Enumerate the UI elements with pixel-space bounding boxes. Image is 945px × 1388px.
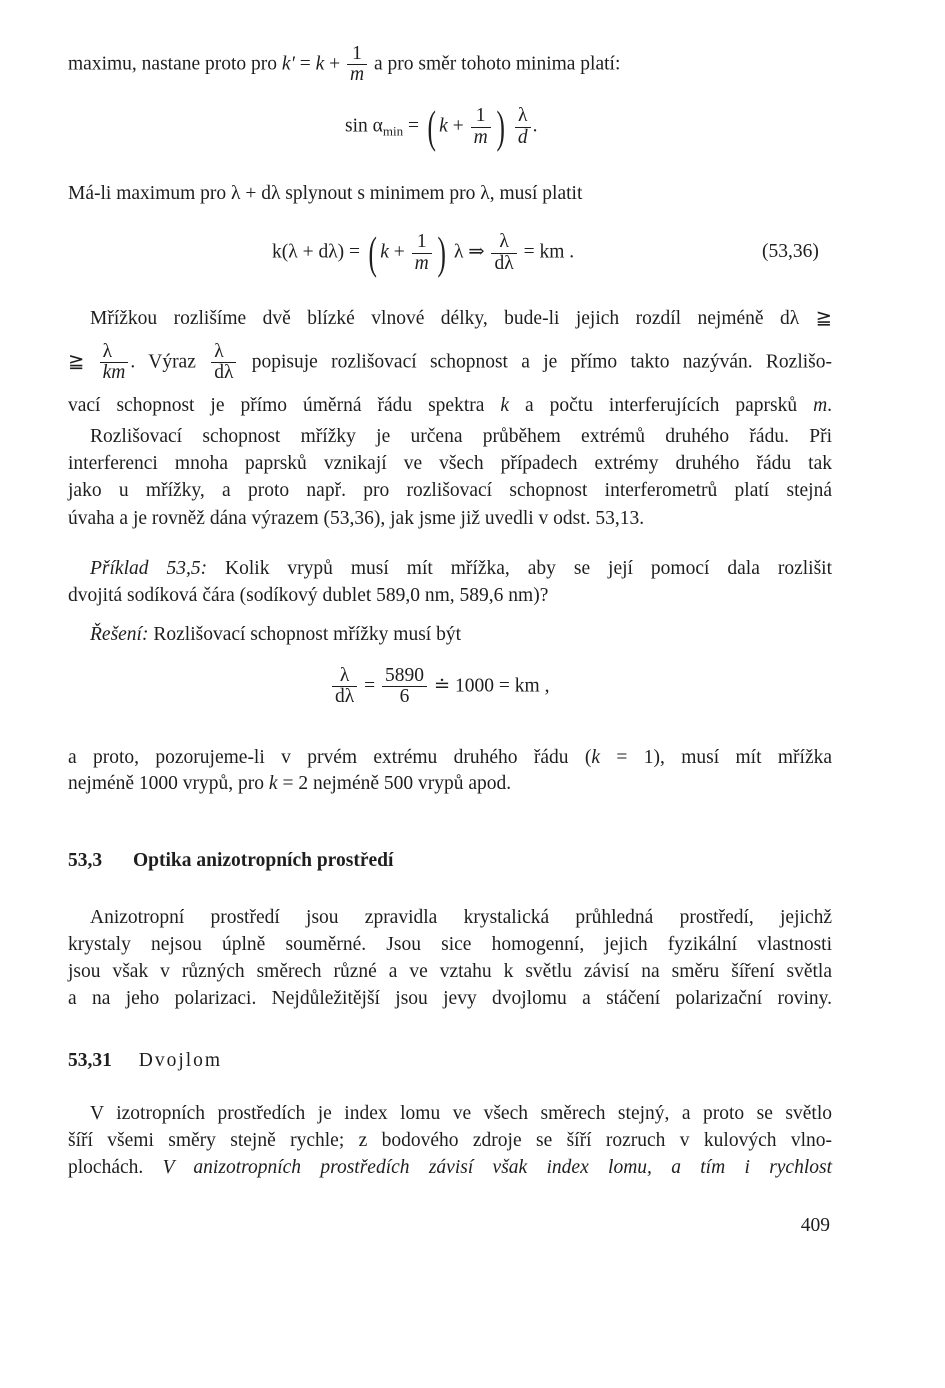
equation-53-36: k(λ + dλ) = ( k + $\frac{1}{m}$ ) λ ⇒ $\frac{\lambda}{d\lambda}$ = km . bbox=[272, 227, 575, 278]
text-line: ≧ $\frac{\lambda}{km}$ . Výraz $\frac{\lambda}{d\lambda}$ popisuje rozlišovací schopnost a je přímo takto nazýván. Rozlišo- bbox=[68, 341, 833, 384]
text-line: vací schopnost je přímo úměrná řádu spektra k a počtu interferujících paprsků m. bbox=[68, 395, 833, 416]
text-line: Mřížkou rozlišíme dvě blízké vlnové délky, bude-li jejich rozdíl nejméně dλ ≧ bbox=[90, 308, 832, 329]
text-line: Má-li maximum pro λ + dλ splynout s minimem pro λ, musí platit bbox=[68, 183, 583, 204]
example-line: dvojitá sodíková čára (sodíkový dublet 589,0 nm, 589,6 nm)? bbox=[68, 585, 549, 606]
text-line: V izotropních prostředích je index lomu ve všech směrech stejný, a proto se světlo bbox=[90, 1103, 832, 1124]
text-line: interferenci mnoha paprsků vznikají ve všech případech extrémy druhého řádu tak bbox=[68, 453, 832, 474]
section-heading: 53,3 Optika anizotropních prostředí bbox=[68, 850, 394, 871]
subsection-heading: 53,31 Dvojlom bbox=[68, 1050, 223, 1071]
text-line: krystaly nejsou úplně souměrné. Jsou sice homogenní, jejich fyzikální vlastnosti bbox=[68, 934, 832, 955]
equation-resolving-power: $\frac{\lambda}{d\lambda}$ = $\frac{5890}{6}$ ≐ 1000 = km , bbox=[330, 666, 549, 708]
equation-number: (53,36) bbox=[762, 241, 819, 262]
text-line: a na jeho polarizaci. Nejdůležitější jsou jevy dvojlomu a stáčení polarizační roviny. bbox=[68, 988, 832, 1009]
text-line: maximu, nastane proto pro k′ = k + $\frac{1}{m}$ a pro směr tohoto minima platí: bbox=[68, 43, 621, 86]
text-line: plochách. V anizotropních prostředích závisí však index lomu, a tím i rychlost bbox=[68, 1157, 833, 1178]
text-line: úvaha a je rovněž dána výrazem (53,36), jak jsme již uvedli v odst. 53,13. bbox=[68, 508, 645, 529]
equation-sin-alpha-min: $\sin \alpha_{min}$ = ( k + $\frac{1}{m}$ ) $\frac{\lambda}{d}$ . bbox=[345, 101, 538, 152]
page-number: 409 bbox=[800, 1215, 830, 1236]
text-line: šíří všemi směry stejně rychle; z bodového zdroje se šíří rozruch v kulových vlno- bbox=[68, 1130, 832, 1151]
solution-line: Řešení: Rozlišovací schopnost mřížky musí být bbox=[90, 624, 461, 645]
text-line: Rozlišovací schopnost mřížky je určena průběhem extrémů druhého řádu. Při bbox=[90, 426, 832, 447]
text-line: jako u mřížky, a proto např. pro rozlišovací schopnost interferometrů platí stejná bbox=[68, 480, 832, 501]
text-line: Anizotropní prostředí jsou zpravidla krystalická průhledná prostředí, jejichž bbox=[90, 907, 832, 928]
text-line: jsou však v různých směrech různé a ve vztahu k světlu závisí na směru šíření světla bbox=[68, 961, 832, 982]
example-line: Příklad 53,5: Kolik vrypů musí mít mřížka, aby se její pomocí dala rozlišit bbox=[90, 558, 832, 579]
text-line: a proto, pozorujeme-li v prvém extrému druhého řádu (k = 1), musí mít mřížka bbox=[68, 747, 833, 768]
text-line: nejméně 1000 vrypů, pro k = 2 nejméně 500 vrypů apod. bbox=[68, 773, 512, 794]
fraction: $\frac{1}{m}$ bbox=[347, 44, 367, 86]
